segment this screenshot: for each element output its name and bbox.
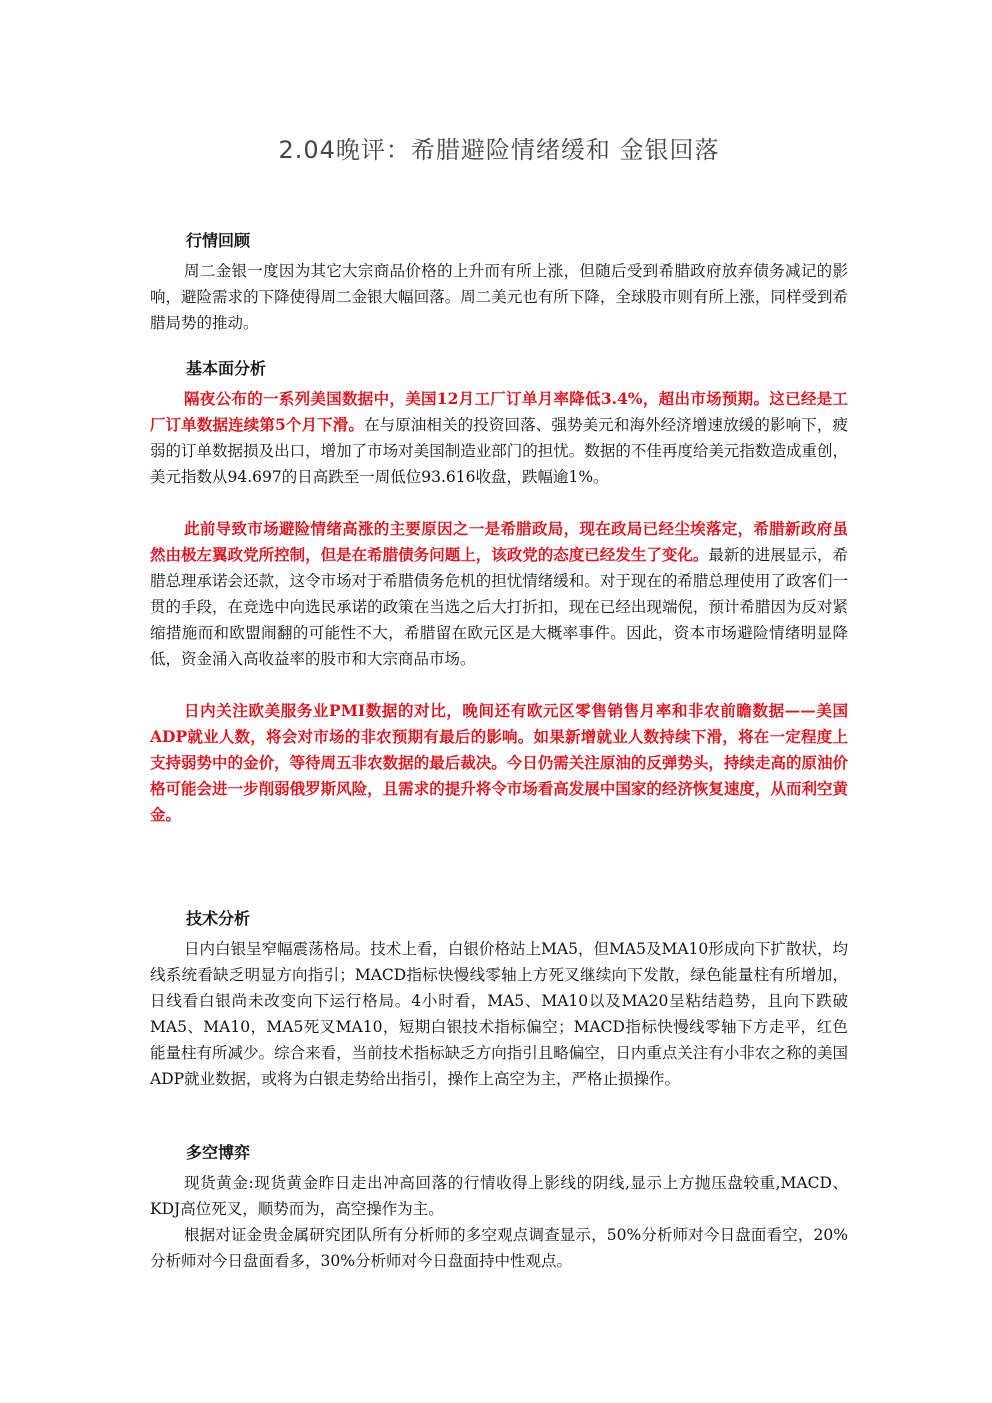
section-fundamental [150,356,848,828]
paragraph: 现货黄金:现货黄金昨日走出冲高回落的行情收得上影线的阴线,显示上方抛压盘较重,MACD、KDJ高位死叉，顺势而为，高空操作为主。 [150,1174,848,1218]
section-heading: 行情回顾 [186,231,251,250]
paragraph: 根据对证金贵金属研究团队所有分析师的多空观点调查显示，50%分析师对今日盘面看空，20%分析师对今日盘面看多，30%分析师对今日盘面持中性观点。 [150,1226,848,1270]
section-heading: 基本面分析 [186,359,267,378]
section-long-short [150,1140,848,1274]
highlight-text: 日内关注欧美服务业PMI数据的对比，晚间还有欧元区零售销售月率和非农前瞻数据——美国ADP就业人数，将会对市场的非农预期有最后的影响。如果新增就业人数持续下滑，将在一定程度上支持弱势中的金价，等待周五非农数据的最后裁决。今日仍需关注原油的反弹势头，持续走高的原油价格可能会进一步削弱俄罗斯风险，且需求的提升将令市场看高发展中国家的经济恢复速度，从而利空黄金。 [150,701,848,824]
section-technical [150,906,848,1092]
document-title: 2.04晚评：希腊避险情绪缓和 金银回落 [278,136,720,164]
body-text: 最新的进展显示，希腊总理承诺会还款，这令市场对于希腊债务危机的担忧情绪缓和。对于现在的希腊总理使用了政客们一贯的手段，在竞选中向选民承诺的政策在当选之后大打折扣，现在已经出现端倪，预计希腊因为反对紧缩措施而和欧盟闹翻的可能性不大，希腊留在欧元区是大概率事件。因此，资本市场避险情绪明显降低，资金涌入高收益率的股市和大宗商品市场。 [150,546,848,668]
section-heading: 多空博弈 [186,1143,251,1162]
body-text: 在与原油相关的投资回落、强势美元和海外经济增速放缓的影响下，疲弱的订单数据损及出口，增加了市场对美国制造业部门的担忧。数据的不佳再度给美元指数造成重创，美元指数从94.697的日高跌至一周低位93.616收盘，跌幅逾1%。 [150,416,848,486]
section-market-review [150,228,848,336]
highlight-text: 隔夜公布的一系列美国数据中，美国12月工厂订单月率降低3.4%，超出市场预期。这已经是工厂订单数据连续第5个月下滑。 [150,389,848,434]
paragraph [150,516,848,672]
paragraph [150,698,848,828]
highlight-text: 此前导致市场避险情绪高涨的主要原因之一是希腊政局，现在政局已经尘埃落定，希腊新政府虽然由极左翼政党所控制，但是在希腊债务问题上，该政党的态度已经发生了变化。 [150,519,848,564]
paragraph: 周二金银一度因为其它大宗商品价格的上升而有所上涨，但随后受到希腊政府放弃债务减记的影响，避险需求的下降使得周二金银大幅回落。周二美元也有所下降，全球股市则有所上涨，同样受到希腊局势的推动。 [150,262,848,332]
section-heading: 技术分析 [186,909,251,928]
paragraph [150,386,848,490]
paragraph: 日内白银呈窄幅震荡格局。技术上看，白银价格站上MA5，但MA5及MA10形成向下扩散状，均线系统看缺乏明显方向指引；MACD指标快慢线零轴上方死叉继续向下发散，绿色能量柱有所增加，日线看白银尚未改变向下运行格局。4小时看，MA5、MA10以及MA20呈粘结趋势，且向下跌破MA5、MA10，MA5死叉MA10，短期白银技术指标偏空；MACD指标快慢线零轴下方走平，红色能量柱有所减少。综合来看，当前技术指标缺乏方向指引且略偏空，日内重点关注有小非农之称的美国ADP就业数据，或将为白银走势给出指引，操作上高空为主，严格止损操作。 [150,940,848,1088]
